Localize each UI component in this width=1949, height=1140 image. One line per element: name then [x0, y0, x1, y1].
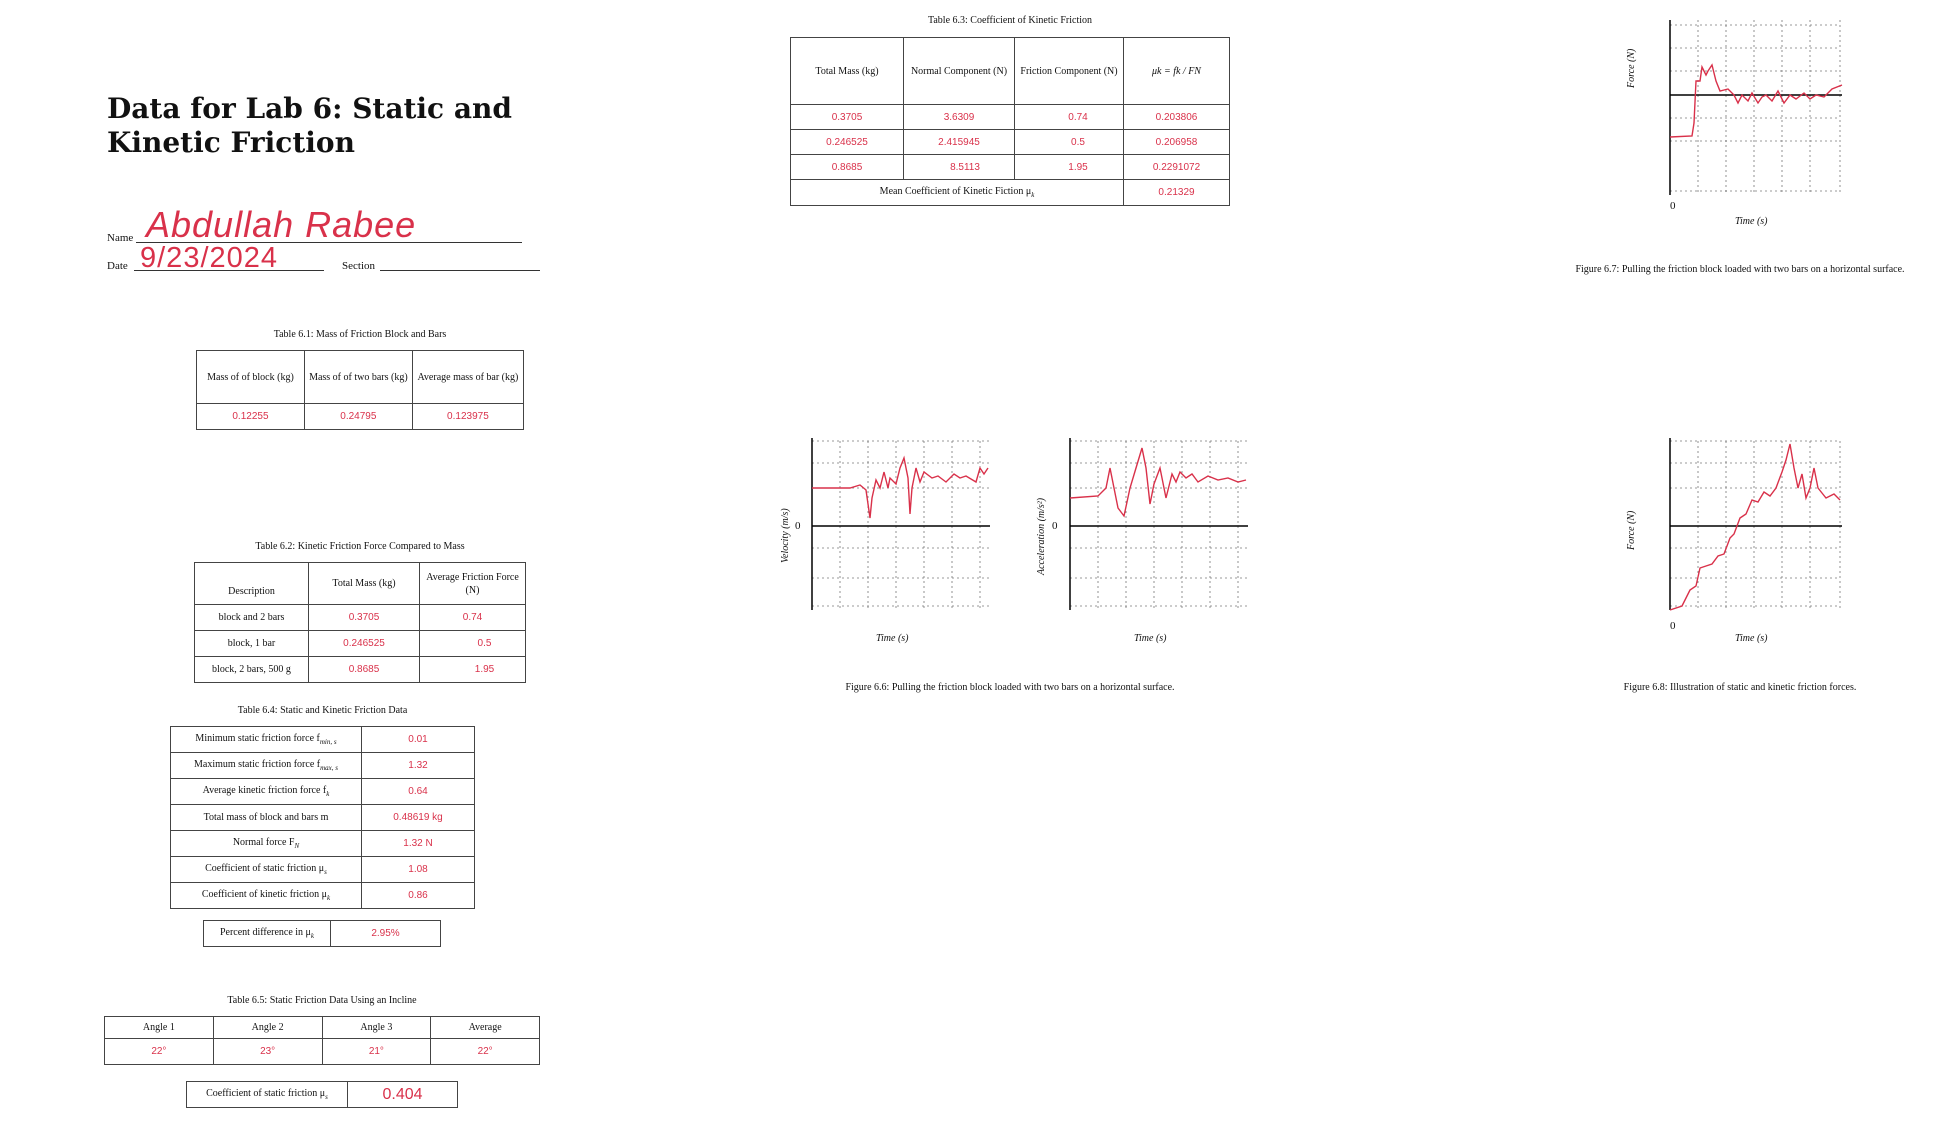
- table64-value: 1.32 N: [362, 831, 475, 857]
- table65-cell: 23°: [213, 1039, 322, 1065]
- fig66v-ylabel: Velocity (m/s): [780, 508, 791, 563]
- table64-value: 1.08: [362, 857, 475, 883]
- table63-header: Friction Component (N): [1015, 38, 1124, 105]
- table65-cell: 22°: [105, 1039, 214, 1065]
- table65-header: Angle 2: [213, 1017, 322, 1039]
- fig67-xlabel: Time (s): [1735, 216, 1768, 227]
- table61-cell: 0.24795: [304, 404, 412, 430]
- table62-caption: Table 6.2: Kinetic Friction Force Compared to Mass: [255, 541, 465, 552]
- fig67-ylabel: Force (N): [1626, 48, 1637, 88]
- table65-header: Angle 1: [105, 1017, 214, 1039]
- table62-description: block and 2 bars: [195, 605, 309, 631]
- table64-value: 0.01: [362, 727, 475, 753]
- table64-label: Maximum static friction force $f_{max, s}$: [171, 753, 362, 779]
- table64-value: 0.48619 kg: [362, 805, 475, 831]
- table61-header: Average mass of bar (kg): [412, 351, 523, 404]
- coef-value: 0.404: [348, 1082, 458, 1108]
- table64-value: 1.32: [362, 753, 475, 779]
- table63-cell: 8.5113: [904, 155, 1015, 180]
- name-label: Name: [107, 232, 134, 244]
- table61-caption: Table 6.1: Mass of Friction Block and Bars: [273, 329, 447, 340]
- table65: [104, 1016, 540, 1065]
- section-label: Section: [342, 260, 375, 272]
- table62-mass: 0.8685: [309, 657, 420, 683]
- table63-cell: 0.3705: [791, 105, 904, 130]
- table63-cell: 1.95: [1015, 155, 1124, 180]
- table63-cell: 0.8685: [791, 155, 904, 180]
- table62-header: Average Friction Force (N): [420, 563, 526, 605]
- table63-cell: 0.5: [1015, 130, 1124, 155]
- table62-mass: 0.3705: [309, 605, 420, 631]
- table62-mass: 0.246525: [309, 631, 420, 657]
- table62-force: 0.5: [420, 631, 526, 657]
- table65-cell: 21°: [322, 1039, 431, 1065]
- fig68-ylabel: Force (N): [1626, 510, 1637, 550]
- table61-header: Mass of of two bars (kg): [304, 351, 412, 404]
- fig68-zero: 0: [1670, 620, 1676, 632]
- table63-caption: Table 6.3: Coefficient of Kinetic Friction: [927, 15, 1093, 26]
- table63-header: Total Mass (kg): [791, 38, 904, 105]
- table63-cell: 3.6309: [904, 105, 1015, 130]
- table64-caption: Table 6.4: Static and Kinetic Friction Data: [237, 705, 408, 716]
- table63-cell: 0.246525: [791, 130, 904, 155]
- table63-cell: 0.2291072: [1124, 155, 1230, 180]
- page-title: Data for Lab 6: Static and Kinetic Friction: [107, 92, 512, 159]
- table64-value: 0.86: [362, 883, 475, 909]
- table65-caption: Table 6.5: Static Friction Data Using an Incline: [227, 995, 417, 1006]
- table62-header: Total Mass (kg): [309, 563, 420, 605]
- table61-cell: 0.123975: [412, 404, 523, 430]
- table62-force: 0.74: [420, 605, 526, 631]
- table63-header: Normal Component (N): [904, 38, 1015, 105]
- table65-header: Angle 3: [322, 1017, 431, 1039]
- table63-cell: 2.415945: [904, 130, 1015, 155]
- fig67-caption: Figure 6.7: Pulling the friction block loaded with two bars on a horizontal surface.: [1575, 264, 1905, 275]
- table62-force: 1.95: [420, 657, 526, 683]
- table64-label: Normal force $F_N$: [171, 831, 362, 857]
- coef-label: Coefficient of static friction $\mu_s$: [187, 1082, 348, 1108]
- fig68-caption: Figure 6.8: Illustration of static and kinetic friction forces.: [1623, 682, 1857, 693]
- table64-label: Coefficient of static friction $\mu_s$: [171, 857, 362, 883]
- table63-mu-header: μk = fk / FN: [1124, 38, 1230, 105]
- figure-6-7-plot: [1620, 15, 1850, 235]
- figure-6-8-plot: [1620, 438, 1850, 618]
- table63-cell: 0.74: [1015, 105, 1124, 130]
- table65-coef: [186, 1081, 458, 1108]
- table63: [790, 37, 1230, 206]
- fig66v-zero: 0: [795, 520, 801, 532]
- table62-description: block, 2 bars, 500 g: [195, 657, 309, 683]
- table65-cell: 22°: [431, 1039, 540, 1065]
- fig66v-xlabel: Time (s): [876, 633, 909, 644]
- figure-6-6-velocity-plot: [810, 438, 1000, 618]
- fig66a-ylabel: Acceleration (m/s²): [1036, 497, 1047, 575]
- table61: [196, 350, 524, 430]
- table64-value: 0.64: [362, 779, 475, 805]
- table62: [194, 562, 526, 683]
- table63-cell: 0.203806: [1124, 105, 1230, 130]
- table63-cell: 0.206958: [1124, 130, 1230, 155]
- fig66-caption: Figure 6.6: Pulling the friction block loaded with two bars on a horizontal surface.: [845, 682, 1175, 693]
- table63-mean-value: 0.21329: [1124, 180, 1230, 206]
- name-value: Abdullah Rabee: [146, 204, 417, 245]
- date-label: Date: [107, 260, 128, 272]
- table62-description: block, 1 bar: [195, 631, 309, 657]
- table64-label: Average kinetic friction force $f_k$: [171, 779, 362, 805]
- table65-header: Average: [431, 1017, 540, 1039]
- table61-cell: 0.12255: [197, 404, 305, 430]
- table63-mean-label: Mean Coefficient of Kinetic Fiction $\mu_k$: [791, 180, 1124, 206]
- fig66a-xlabel: Time (s): [1134, 633, 1167, 644]
- fig67-zero: 0: [1670, 200, 1676, 212]
- table64-percent: [203, 920, 441, 947]
- table64-label: Minimum static friction force $f_{min, s}$: [171, 727, 362, 753]
- fig66a-zero: 0: [1052, 520, 1058, 532]
- fig68-xlabel: Time (s): [1735, 633, 1768, 644]
- percent-label: Percent difference in $\mu_k$: [204, 921, 331, 947]
- percent-value: 2.95%: [331, 921, 441, 947]
- figure-6-6-acceleration-plot: [1068, 438, 1258, 618]
- table64-label: Coefficient of kinetic friction $\mu_k$: [171, 883, 362, 909]
- date-value: 9/23/2024: [140, 242, 279, 274]
- table62-header: Description: [195, 563, 309, 605]
- table64: [170, 726, 475, 909]
- table61-header: Mass of of block (kg): [197, 351, 305, 404]
- table64-label: Total mass of block and bars m: [171, 805, 362, 831]
